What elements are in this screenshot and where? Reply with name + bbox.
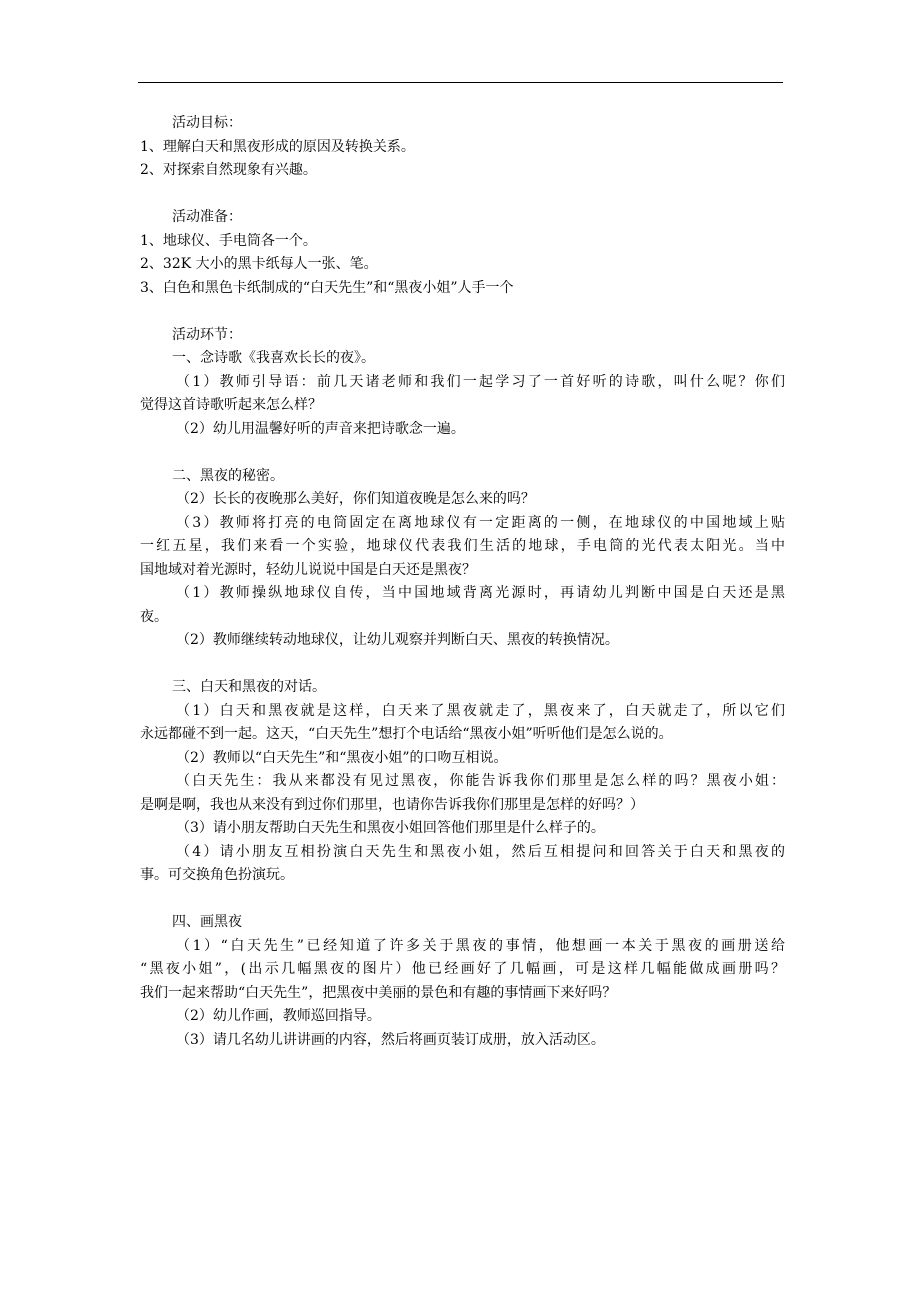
part3-p5-line1: （4）请小朋友互相扮演白天先生和黑夜小姐，然后互相提问和回答关于白天和黑夜的 [176,843,785,860]
part2-p4: （2）教师继续转动地球仪，让幼儿观察并判断白天、黑夜的转换情况。 [176,632,619,648]
part2-p2-line2: 一红五星，我们来看一个实验，地球仪代表我们生活的地球，手电筒的光代表太阳光。当中 [140,538,785,554]
goal-heading: 活动目标： [172,115,242,131]
part2-p2-line3: 国地域对着光源时，轻幼儿说说中国是白天还是黑夜？ [140,561,476,578]
part1-p1-line2: 觉得这首诗歌听起来怎么样？ [140,397,322,413]
part4-p1-line3: 我们一起来帮助“白天先生”，把黑夜中美丽的景色和有趣的事情画下来好吗？ [140,984,617,1001]
part2-p1: （2）长长的夜晚那么美好，你们知道夜晚是怎么来的吗？ [176,491,535,507]
part3-p3-line2: 是啊是啊，我也从来没有到过你们那里，也请你告诉我你们那里是怎样的好吗？） [140,796,644,813]
prep-heading: 活动准备： [172,209,242,225]
part3-p3-line1: （白天先生：我从来都没有见过黑夜，你能告诉我你们那里是怎么样的吗？黑夜小姐： [176,773,785,789]
part3-title: 三、白天和黑夜的对话。 [172,679,326,695]
part2-p3-line1: （1）教师操纵地球仪自传，当中国地域背离光源时，再请幼儿判断中国是白天还是黑 [176,585,785,601]
steps-heading: 活动环节： [172,326,242,343]
part3-p1-line1: （1）白天和黑夜就是这样，白天来了黑夜就走了，黑夜来了，白天就走了，所以它们 [176,702,785,719]
part2-p3-line2: 夜。 [140,608,168,625]
part3-p4: （3）请小朋友帮助白天先生和黑夜小姐回答他们那里是什么样子的。 [176,820,605,836]
prep-item-3: 3、白色和黑色卡纸制成的“白天先生”和“黑夜小姐”人手一个 [140,279,514,296]
part3-p1-line2: 永远都碰不到一起。这天，“白天先生”想打个电话给“黑夜小姐”听听他们是怎么说的。 [140,726,673,742]
part4-p1-line2: “黑夜小姐”，(出示几幅黑夜的图片）他已经画好了几幅画，可是这样几幅能做成画册吗？ [140,961,785,977]
part4-p1-line1: （1）“白天先生”已经知道了许多关于黑夜的事情，他想画一本关于黑夜的画册送给 [176,937,785,954]
goal-item-2: 2、对探索自然现象有兴趣。 [140,162,317,178]
header-rule [138,82,783,83]
part4-p3: （3）请几名幼儿讲讲画的内容，然后将画页装订成册，放入活动区。 [176,1031,605,1048]
part2-p2-line1: （3）教师将打亮的电筒固定在离地球仪有一定距离的一侧，在地球仪的中国地域上贴 [176,514,785,531]
part1-p2: （2）幼儿用温馨好听的声音来把诗歌念一遍。 [176,420,465,437]
goal-item-1: 1、理解白天和黑夜形成的原因及转换关系。 [140,138,415,155]
part1-title: 一、念诗歌《我喜欢长长的夜》。 [172,350,375,366]
part2-title: 二、黑夜的秘密。 [172,467,284,484]
part3-p5-line2: 事。可交换角色扮演玩。 [140,867,294,883]
part3-p2: （2）教师以“白天先生”和“黑夜小姐”的口吻互相说。 [176,749,508,766]
part4-title: 四、画黑夜 [172,914,242,930]
prep-item-1: 1、地球仪、手电筒各一个。 [140,232,317,249]
part4-p2: （2）幼儿作画，教师巡回指导。 [176,1008,381,1024]
part1-p1-line1: （1）教师引导语：前几天诸老师和我们一起学习了一首好听的诗歌，叫什么呢？你们 [176,373,785,390]
prep-item-2: 2、32K 大小的黑卡纸每人一张、笔。 [140,256,378,272]
document-body [140,112,785,1052]
